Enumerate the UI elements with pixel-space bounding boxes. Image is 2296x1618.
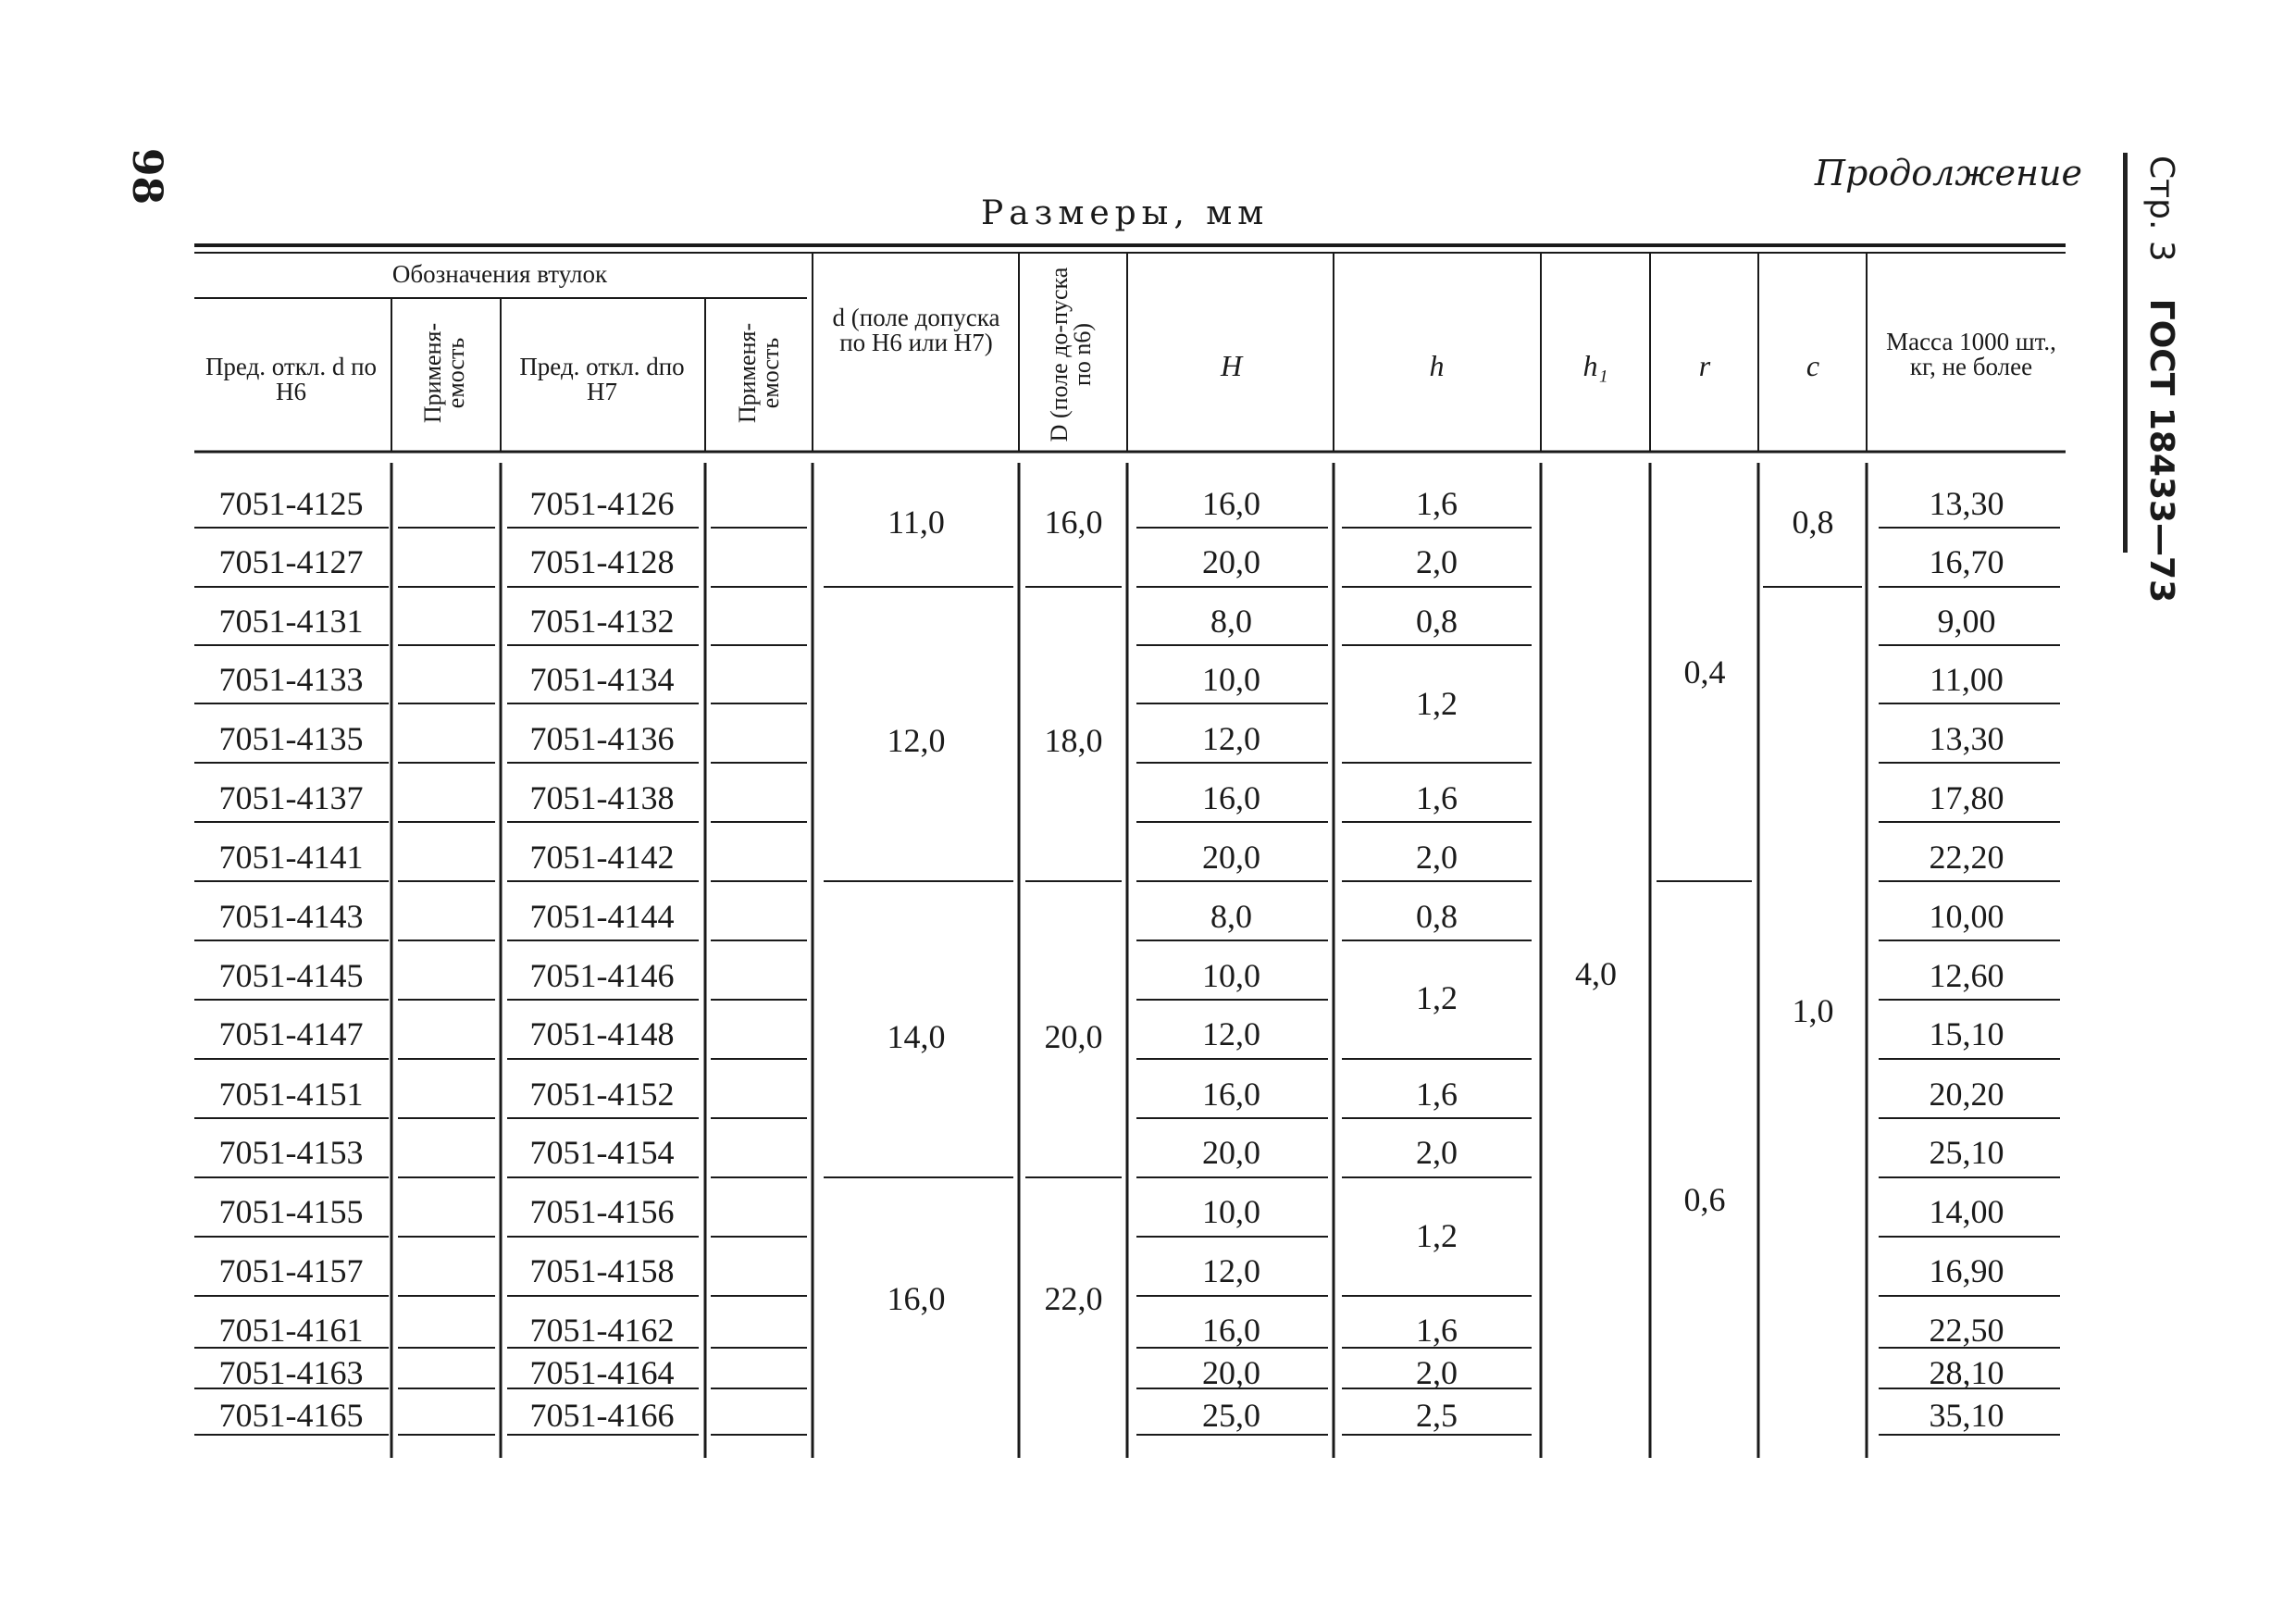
continuation-label: Продолжение bbox=[1814, 153, 2082, 193]
height-h: 0,8 bbox=[1416, 603, 1458, 640]
designation-h7: 7051-4138 bbox=[529, 779, 675, 816]
designation-h7: 7051-4166 bbox=[529, 1397, 675, 1434]
mass-value: 11,00 bbox=[1930, 661, 2004, 698]
D-group-2: 18,0 bbox=[1044, 722, 1103, 759]
mass-value: 16,90 bbox=[1929, 1252, 2004, 1289]
height-h: 2,5 bbox=[1416, 1397, 1458, 1434]
D-group-3: 20,0 bbox=[1044, 1018, 1103, 1055]
height-h: 1,6 bbox=[1416, 779, 1458, 816]
mass-value: 28,10 bbox=[1929, 1354, 2004, 1391]
mass-value: 17,80 bbox=[1929, 779, 2004, 816]
designation-h6: 7051-4127 bbox=[218, 543, 364, 580]
header-r: r bbox=[1698, 349, 1711, 382]
mass-value: 22,20 bbox=[1929, 839, 2004, 876]
header-D: D (поле до-пуска по n6) bbox=[1046, 267, 1096, 442]
height-H: 10,0 bbox=[1202, 661, 1260, 698]
designation-h7: 7051-4132 bbox=[529, 603, 675, 640]
header-group-label: Обозначения втулок bbox=[391, 260, 608, 288]
mass-value: 16,70 bbox=[1929, 543, 2004, 580]
header-applicability-1: Применя-емость bbox=[419, 322, 469, 424]
designation-h6: 7051-4155 bbox=[218, 1193, 364, 1230]
mass-value: 13,30 bbox=[1929, 720, 2004, 757]
designation-h7: 7051-4164 bbox=[529, 1354, 675, 1391]
height-h: 1,2 bbox=[1416, 1217, 1458, 1254]
height-H: 10,0 bbox=[1202, 1193, 1260, 1230]
height-H: 8,0 bbox=[1210, 603, 1252, 640]
height-h: 0,8 bbox=[1416, 898, 1458, 935]
designation-h7: 7051-4146 bbox=[529, 957, 675, 994]
header-h: h bbox=[1429, 349, 1445, 382]
height-H: 12,0 bbox=[1202, 720, 1260, 757]
mass-value: 15,10 bbox=[1929, 1015, 2004, 1052]
r-group-1: 0,4 bbox=[1683, 653, 1726, 691]
header-pred-h7: Пред. откл. dпо H7 bbox=[519, 353, 685, 405]
header-pred-h6: Пред. откл. d по H6 bbox=[205, 353, 378, 405]
designation-h7: 7051-4128 bbox=[529, 543, 675, 580]
height-H: 20,0 bbox=[1202, 543, 1260, 580]
height-H: 8,0 bbox=[1210, 898, 1252, 935]
designation-h6: 7051-4141 bbox=[218, 839, 364, 876]
D-group-1: 16,0 bbox=[1044, 504, 1103, 541]
mass-value: 13,30 bbox=[1929, 485, 2004, 522]
designation-h6: 7051-4133 bbox=[218, 661, 364, 698]
d-group-3: 14,0 bbox=[887, 1018, 946, 1055]
designation-h7: 7051-4142 bbox=[529, 839, 675, 876]
header-c: c bbox=[1806, 349, 1820, 382]
designation-h6: 7051-4165 bbox=[218, 1397, 364, 1434]
d-group-4: 16,0 bbox=[887, 1280, 946, 1317]
height-h: 1,2 bbox=[1416, 979, 1458, 1016]
mass-value: 22,50 bbox=[1929, 1312, 2004, 1349]
designation-h6: 7051-4163 bbox=[218, 1354, 364, 1391]
mass-value: 12,60 bbox=[1929, 957, 2004, 994]
designation-h7: 7051-4152 bbox=[529, 1076, 675, 1113]
height-H: 12,0 bbox=[1202, 1252, 1260, 1289]
designation-h7: 7051-4162 bbox=[529, 1312, 675, 1349]
r-group-2: 0,6 bbox=[1683, 1181, 1726, 1218]
designation-h6: 7051-4131 bbox=[218, 603, 364, 640]
height-h: 2,0 bbox=[1416, 1354, 1458, 1391]
d-group-1: 11,0 bbox=[887, 504, 945, 541]
designation-h7: 7051-4156 bbox=[529, 1193, 675, 1230]
height-h: 1,6 bbox=[1416, 1312, 1458, 1349]
height-H: 16,0 bbox=[1202, 1076, 1260, 1113]
height-H: 20,0 bbox=[1202, 1134, 1260, 1171]
designation-h6: 7051-4147 bbox=[218, 1015, 364, 1052]
side-header-page: Стр. 3 bbox=[2142, 156, 2180, 262]
designation-h7: 7051-4144 bbox=[529, 898, 675, 935]
designation-h6: 7051-4145 bbox=[218, 957, 364, 994]
height-h: 1,6 bbox=[1416, 485, 1458, 522]
height-H: 16,0 bbox=[1202, 779, 1260, 816]
designation-h6: 7051-4137 bbox=[218, 779, 364, 816]
c-group-1: 0,8 bbox=[1792, 504, 1834, 541]
header-H: H bbox=[1220, 349, 1243, 382]
mass-value: 14,00 bbox=[1929, 1193, 2004, 1230]
c-group-2: 1,0 bbox=[1792, 992, 1834, 1029]
h1-value: 4,0 bbox=[1575, 955, 1617, 992]
designation-h6: 7051-4125 bbox=[218, 485, 364, 522]
designation-h7: 7051-4158 bbox=[529, 1252, 675, 1289]
height-H: 16,0 bbox=[1202, 1312, 1260, 1349]
designation-h6: 7051-4143 bbox=[218, 898, 364, 935]
mass-value: 20,20 bbox=[1929, 1076, 2004, 1113]
height-H: 20,0 bbox=[1202, 839, 1260, 876]
height-h: 1,6 bbox=[1416, 1076, 1458, 1113]
height-H: 10,0 bbox=[1202, 957, 1260, 994]
height-h: 2,0 bbox=[1416, 839, 1458, 876]
designation-h7: 7051-4154 bbox=[529, 1134, 675, 1171]
designation-h6: 7051-4135 bbox=[218, 720, 364, 757]
designation-h6: 7051-4151 bbox=[218, 1076, 364, 1113]
designation-h7: 7051-4136 bbox=[529, 720, 675, 757]
mass-value: 25,10 bbox=[1929, 1134, 2004, 1171]
D-group-4: 22,0 bbox=[1044, 1280, 1103, 1317]
designation-h7: 7051-4148 bbox=[529, 1015, 675, 1052]
header-mass: Масса 1000 шт., кг, не более bbox=[1886, 328, 2056, 380]
header-applicability-2: Применя-емость bbox=[734, 322, 784, 424]
mass-value: 10,00 bbox=[1929, 898, 2004, 935]
height-H: 16,0 bbox=[1202, 485, 1260, 522]
height-h: 2,0 bbox=[1416, 543, 1458, 580]
mass-value: 35,10 bbox=[1929, 1397, 2004, 1434]
designation-h6: 7051-4157 bbox=[218, 1252, 364, 1289]
standard-number: ГОСТ 18433—73 bbox=[2142, 298, 2180, 604]
height-H: 12,0 bbox=[1202, 1015, 1260, 1052]
height-h: 1,2 bbox=[1416, 685, 1458, 722]
d-group-2: 12,0 bbox=[887, 722, 946, 759]
designation-h7: 7051-4126 bbox=[529, 485, 675, 522]
height-h: 2,0 bbox=[1416, 1134, 1458, 1171]
header-d: d (поле допуска по H6 или H7) bbox=[832, 304, 1000, 356]
table-title: Размеры, мм bbox=[981, 194, 1270, 232]
page-number: 98 bbox=[123, 147, 171, 205]
designation-h6: 7051-4161 bbox=[218, 1312, 364, 1349]
header-h1: h₁ bbox=[1582, 349, 1608, 382]
designation-h6: 7051-4153 bbox=[218, 1134, 364, 1171]
designation-h7: 7051-4134 bbox=[529, 661, 675, 698]
height-H: 20,0 bbox=[1202, 1354, 1260, 1391]
height-H: 25,0 bbox=[1202, 1397, 1260, 1434]
mass-value: 9,00 bbox=[1937, 603, 1996, 640]
